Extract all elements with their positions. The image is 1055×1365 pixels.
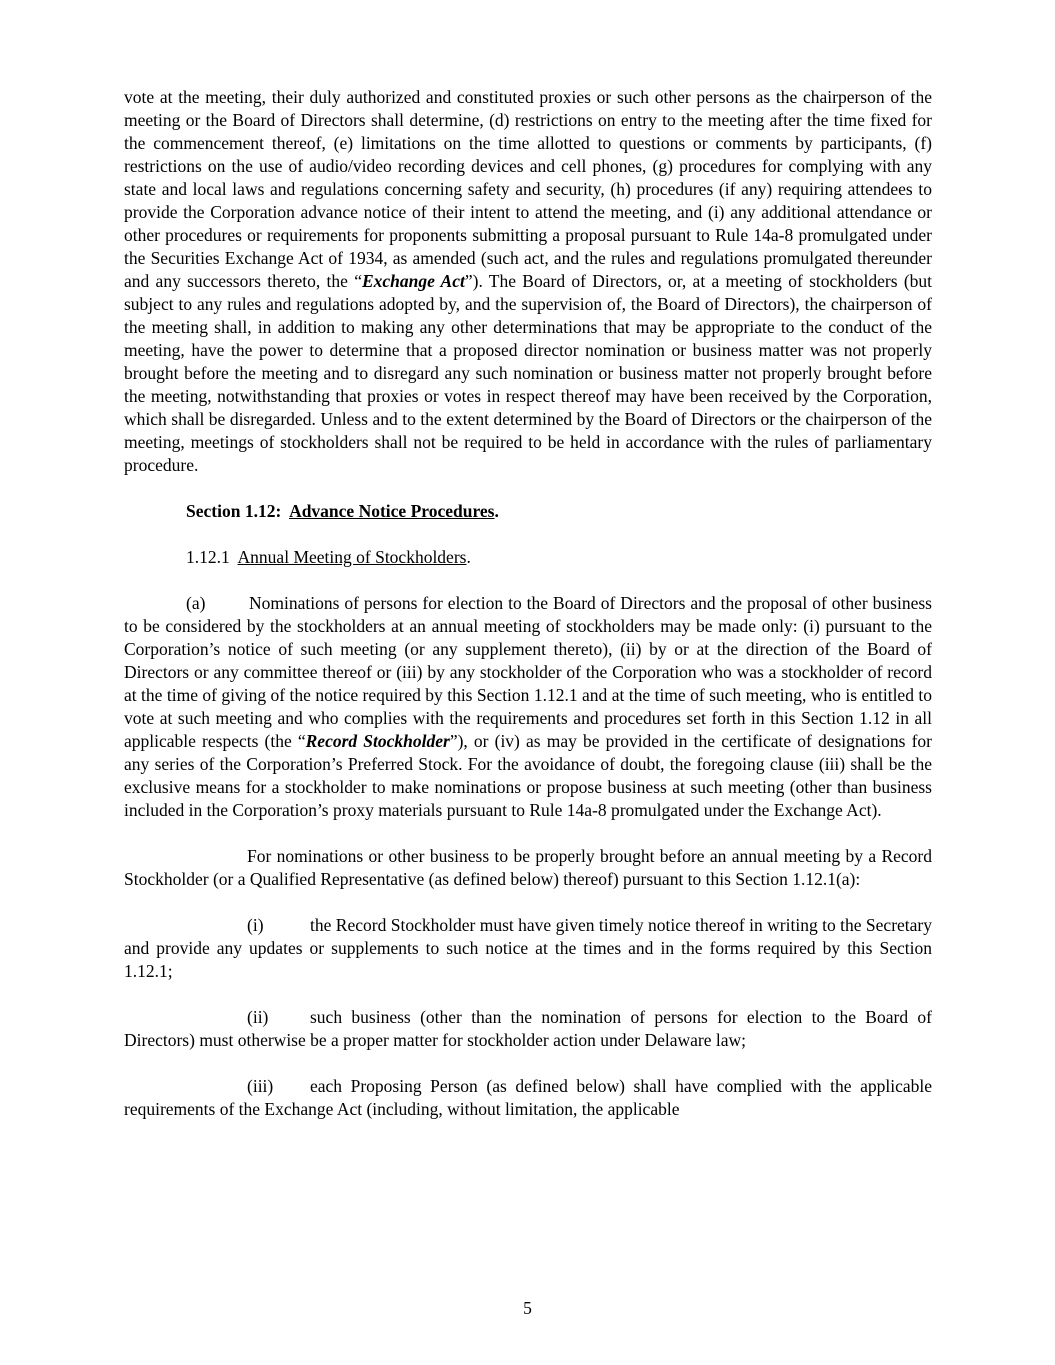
intro-paragraph <box>124 845 932 891</box>
text-run: Record Stockholder <box>305 731 450 751</box>
text-run: such business (other than the nomination of persons for election to the Board of Directors) must otherwise be a proper matter for stockholder action under Delaware law; <box>124 1007 932 1050</box>
text-run: For nominations or other business to be properly brought before an annual meeting by a Record Stockholder (or a Qualified Representative (as defined below) thereof) pursuant to this Section 1.12.1(a): <box>124 846 932 889</box>
page-footer <box>0 1297 1055 1320</box>
list-label: (ii) <box>247 1007 269 1027</box>
text-run: each Proposing Person (as defined below) shall have complied with the applicable requirements of the Exchange Act (including, without limitation, the applicable <box>124 1076 932 1119</box>
text-run: . <box>466 547 471 567</box>
text-run: the Record Stockholder must have given timely notice thereof in writing to the Secretary and provide any updates or supplements to such notice at the times and in the forms required by this Section 1.12.1; <box>124 915 932 981</box>
clause-i <box>124 914 932 983</box>
body-paragraph-continuation <box>124 86 932 477</box>
list-label: (a) <box>186 593 206 613</box>
text-run: ”), or (iv) as may be provided in the certificate of designations for any series of the Corporation’s Preferred Stock. For the avoidance of doubt, the foregoing clause (iii) shall be the exclusive means for a stockholder to make nominations or propose business at such meeting (other than business included in the Corporation’s proxy materials pursuant to Rule 14a-8 promulgated under the Exchange Act). <box>124 731 932 820</box>
paragraph-a <box>124 592 932 822</box>
text-run: vote at the meeting, their duly authorized and constituted proxies or such other persons as the chairperson of the meeting or the Board of Directors shall determine, (d) restrictions on entry to the meeting after the time fixed for the commencement thereof, (e) limitations on the time allotted to questions or comments by participants, (f) restrictions on the use of audio/video recording devices and cell phones, (g) procedures for complying with any state and local laws and regulations concerning safety and security, (h) procedures (if any) requiring attendees to provide the Corporation advance notice of their intent to attend the meeting, and (i) any additional attendance or other procedures or requirements for proponents submitting a proposal pursuant to Rule 14a-8 promulgated under the Securities Exchange Act of 1934, as amended (such act, and the rules and regulations promulgated thereunder and any successors thereto, the “ <box>124 87 932 291</box>
list-label: (i) <box>247 915 264 935</box>
text-run: . <box>494 501 499 521</box>
clause-iii <box>124 1075 932 1121</box>
page-number: 5 <box>523 1298 532 1318</box>
document-body <box>124 86 932 1144</box>
list-label: (iii) <box>247 1076 274 1096</box>
clause-ii <box>124 1006 932 1052</box>
text-run: Annual Meeting of Stockholders <box>237 547 467 567</box>
text-run: Nominations of persons for election to the Board of Directors and the proposal of other business to be considered by the stockholders at an annual meeting of stockholders may be made only: (i) pursuant to the Corporation’s notice of such meeting (or any supplement thereto), (ii) by or at the direction of the Board of Directors or any committee thereof or (iii) by any stockholder of the Corporation who was a stockholder of record at the time of giving of the notice required by this Section 1.12.1 and at the time of such meeting, who is entitled to vote at such meeting and who complies with the requirements and procedures set forth in this Section 1.12 in all applicable respects (the “ <box>124 593 932 751</box>
section-heading <box>124 500 932 523</box>
text-run: ”). The Board of Directors, or, at a meeting of stockholders (but subject to any rules and regulations adopted by, and the supervision of, the Board of Directors), the chairperson of the meeting shall, in addition to making any other determinations that may be appropriate to the conduct of the meeting, have the power to determine that a proposed director nomination or business matter was not properly brought before the meeting and to disregard any such nomination or business matter not properly brought before the meeting, notwithstanding that proxies or votes in respect thereof may have been received by the Corporation, which shall be disregarded. Unless and to the extent determined by the Board of Directors or the chairperson of the meeting, meetings of stockholders shall not be required to be held in accordance with the rules of parliamentary procedure. <box>124 271 933 475</box>
text-run: Exchange Act <box>361 271 465 291</box>
text-run: 1.12.1 <box>186 547 238 567</box>
subsection-heading <box>124 546 932 569</box>
text-run: Section 1.12: <box>186 501 290 521</box>
text-run: Advance Notice Procedures <box>289 501 495 521</box>
